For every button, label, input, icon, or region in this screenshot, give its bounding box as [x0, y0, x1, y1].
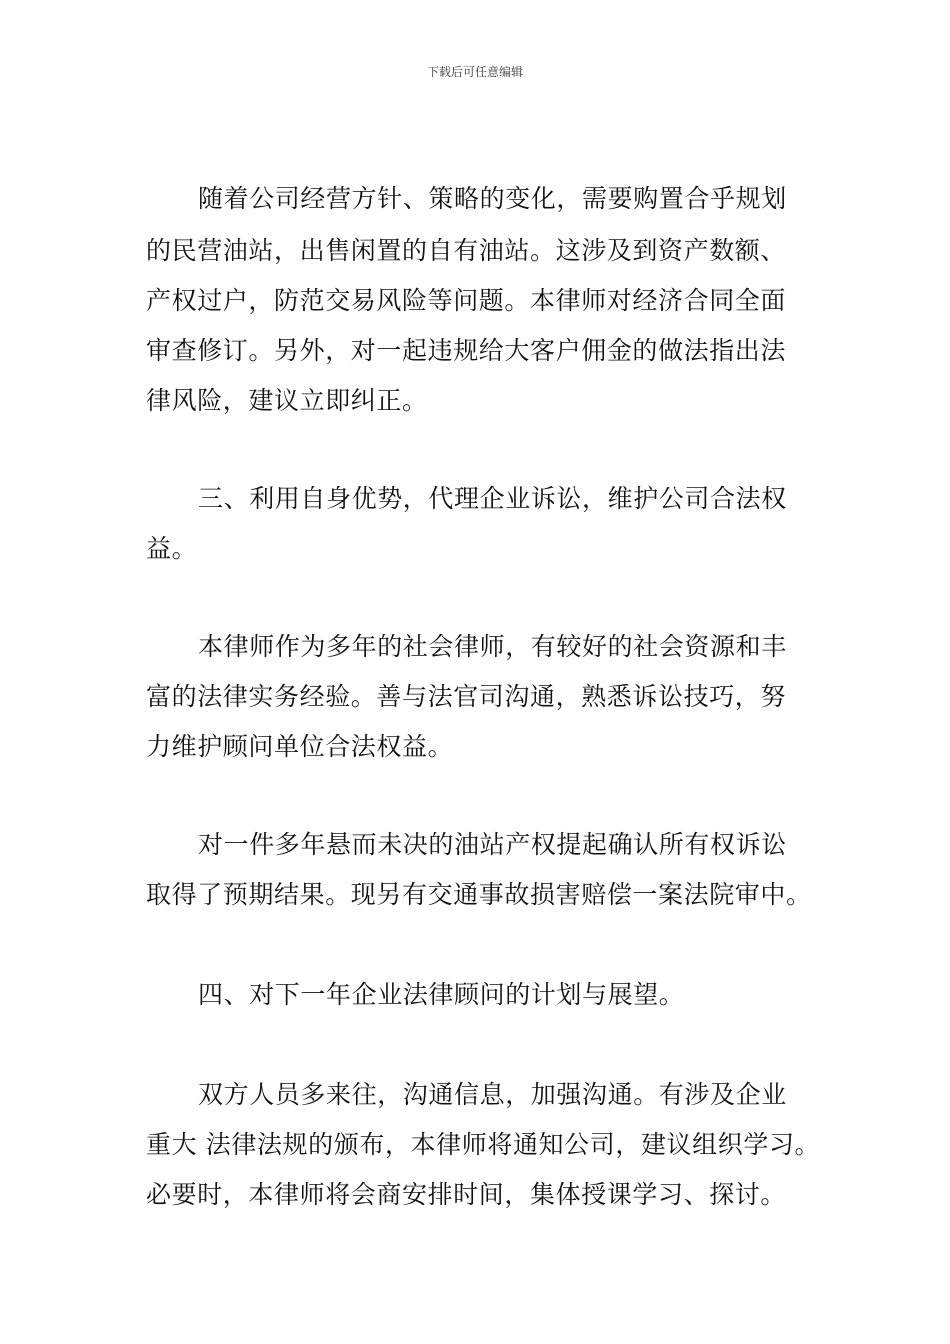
paragraph-3-line-2: 取得了预期结果。现另有交通事故损害赔偿一案法院审中。: [146, 880, 812, 909]
section-3-heading-line-2: 益。: [146, 534, 198, 563]
paragraph-2-line-2: 富的法律实务经验。善与法官司沟通，熟悉诉讼技巧，努: [146, 682, 787, 711]
paragraph-1-line-1: 随着公司经营方针、策略的变化，需要购置合乎规划: [198, 184, 787, 213]
paragraph-3-line-1: 对一件多年悬而未决的油站产权提起确认所有权诉讼: [198, 830, 787, 859]
paragraph-4-line-2: 重大 法律法规的颁布，本律师将通知公司，建议组织学习。: [146, 1130, 821, 1159]
paragraph-1-line-5: 律风险，建议立即纠正。: [146, 386, 428, 415]
paragraph-1-line-2: 的民营油站，出售闲置的自有油站。这涉及到资产数额、: [146, 236, 787, 265]
paragraph-2-line-1: 本律师作为多年的社会律师，有较好的社会资源和丰: [198, 632, 787, 661]
section-4-heading: 四、对下一年企业法律顾问的计划与展望。: [198, 980, 685, 1009]
paragraph-4-line-1: 双方人员多来往，沟通信息，加强沟通。有涉及企业: [198, 1080, 787, 1109]
paragraph-1-line-4: 审查修订。另外，对一起违规给大客户佣金的做法指出法: [146, 336, 787, 365]
paragraph-2-line-3: 力维护顾问单位合法权益。: [146, 732, 454, 761]
section-3-heading-line-1: 三、利用自身优势，代理企业诉讼，维护公司合法权: [198, 484, 787, 513]
paragraph-1-line-3: 产权过户，防范交易风险等问题。本律师对经济合同全面: [146, 286, 787, 315]
paragraph-4-line-3: 必要时，本律师将会商安排时间，集体授课学习、探讨。: [146, 1180, 787, 1209]
page-header: 下载后可任意编辑: [426, 65, 523, 79]
